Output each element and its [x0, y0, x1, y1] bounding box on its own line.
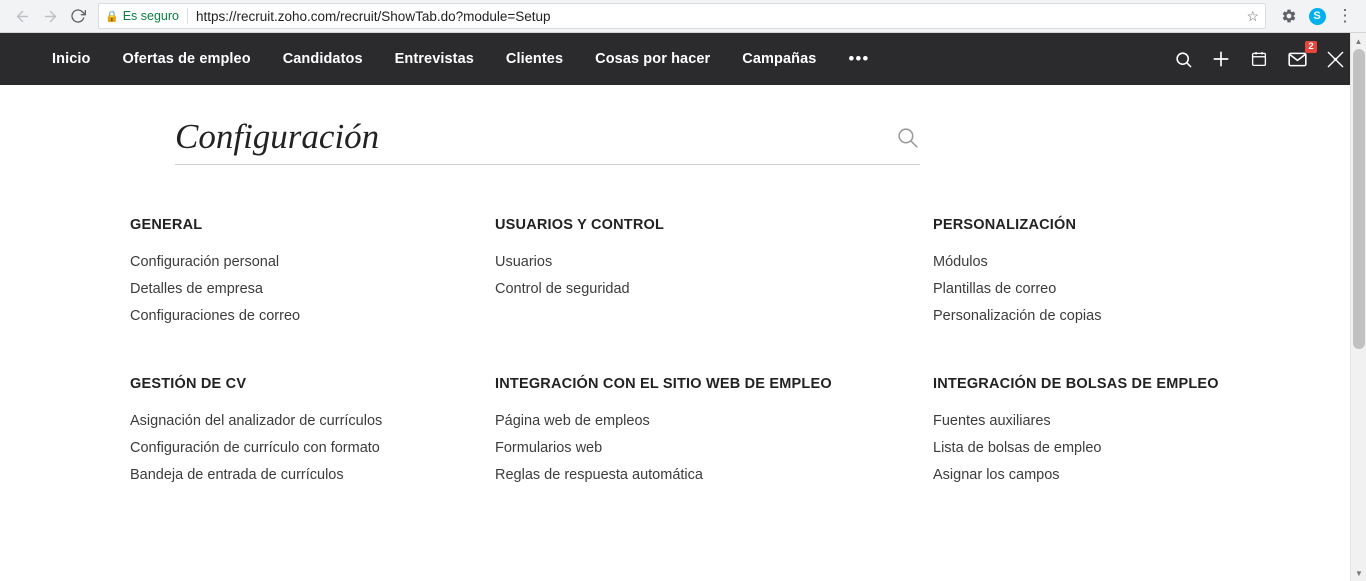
- reload-icon[interactable]: [64, 2, 92, 30]
- section-heading: USUARIOS Y CONTROL: [495, 216, 665, 233]
- security-indicator: [105, 9, 179, 23]
- section-links: [130, 413, 495, 483]
- page-title-row: [175, 118, 920, 165]
- skype-logo: S: [1309, 8, 1326, 25]
- settings-section-usuarios-y-control: [495, 217, 933, 324]
- link-configuracion-personal[interactable]: Configuración personal: [130, 253, 280, 270]
- section-links: [933, 254, 1310, 324]
- skype-icon[interactable]: [1304, 3, 1330, 29]
- settings-section-integracion-sitio-web-empleo: [495, 376, 933, 483]
- calendar-icon[interactable]: [1246, 46, 1272, 72]
- section-heading: INTEGRACIÓN CON EL SITIO WEB DE EMPLEO: [495, 375, 832, 392]
- link-configuracion-de-curriculo-con-formato[interactable]: Configuración de currículo con formato: [130, 439, 380, 456]
- scroll-up-arrow[interactable]: ▲: [1354, 36, 1363, 46]
- tools-icon[interactable]: [1322, 46, 1348, 72]
- link-asignacion-del-analizador-de-curriculos[interactable]: Asignación del analizador de currículos: [130, 412, 383, 429]
- section-heading: GESTIÓN DE CV: [130, 375, 247, 392]
- app-header: [0, 33, 1366, 85]
- link-personalizacion-de-copias[interactable]: Personalización de copias: [933, 307, 1102, 324]
- link-pagina-web-de-empleos[interactable]: Página web de empleos: [495, 412, 650, 429]
- section-links: [130, 254, 495, 324]
- link-bandeja-de-entrada-de-curriculos[interactable]: Bandeja de entrada de currículos: [130, 466, 344, 483]
- section-heading: INTEGRACIÓN DE BOLSAS DE EMPLEO: [933, 375, 1219, 392]
- link-reglas-de-respuesta-automatica[interactable]: Reglas de respuesta automática: [495, 466, 703, 483]
- nav-item-entrevistas[interactable]: Entrevistas: [394, 51, 474, 67]
- search-icon[interactable]: [1170, 46, 1196, 72]
- scroll-thumb[interactable]: [1353, 49, 1365, 349]
- security-label: Es seguro: [122, 9, 179, 23]
- mail-badge: 2: [1305, 41, 1317, 53]
- settings-section-integracion-bolsas-de-empleo: [933, 376, 1310, 483]
- main-navigation: [36, 51, 885, 67]
- section-links: [495, 254, 933, 297]
- section-links: [495, 413, 933, 483]
- scroll-down-arrow[interactable]: ▼: [1355, 568, 1363, 578]
- browser-toolbar: [0, 0, 1366, 33]
- settings-section-general: [130, 217, 495, 324]
- nav-item-cosas-por-hacer[interactable]: Cosas por hacer: [595, 51, 711, 67]
- link-plantillas-de-correo[interactable]: Plantillas de correo: [933, 280, 1057, 297]
- forward-arrow-icon[interactable]: [36, 2, 64, 30]
- search-icon[interactable]: [895, 125, 920, 155]
- back-arrow-icon[interactable]: [8, 2, 36, 30]
- page-body: [0, 85, 1366, 581]
- kebab-menu-icon[interactable]: ⋮: [1336, 6, 1354, 25]
- mail-icon[interactable]: [1284, 41, 1314, 72]
- omnibox-divider: [187, 8, 188, 24]
- gear-icon[interactable]: [1276, 3, 1302, 29]
- star-icon[interactable]: ☆: [1246, 7, 1259, 24]
- section-links: [933, 413, 1310, 483]
- link-usuarios[interactable]: Usuarios: [495, 253, 553, 270]
- nav-item-campanas[interactable]: Campañas: [742, 51, 817, 67]
- link-configuraciones-de-correo[interactable]: Configuraciones de correo: [130, 307, 301, 324]
- url-text: https://recruit.zoho.com/recruit/ShowTab.do?module=Setup: [195, 8, 551, 24]
- section-heading: GENERAL: [130, 216, 203, 233]
- settings-section-personalizacion: [933, 217, 1310, 324]
- address-bar[interactable]: [98, 3, 1266, 29]
- link-lista-de-bolsas-de-empleo[interactable]: Lista de bolsas de empleo: [933, 439, 1102, 456]
- section-heading: PERSONALIZACIÓN: [933, 216, 1077, 233]
- header-actions: [1170, 41, 1348, 72]
- link-detalles-de-empresa[interactable]: Detalles de empresa: [130, 280, 263, 297]
- settings-section-gestion-de-cv: [130, 376, 495, 483]
- link-fuentes-auxiliares[interactable]: Fuentes auxiliares: [933, 412, 1051, 429]
- nav-item-candidatos[interactable]: Candidatos: [282, 51, 363, 67]
- settings-grid: [130, 217, 1310, 483]
- link-control-de-seguridad[interactable]: Control de seguridad: [495, 280, 630, 297]
- page-title: Configuración: [175, 117, 380, 156]
- nav-item-clientes[interactable]: Clientes: [505, 51, 564, 67]
- link-modulos[interactable]: Módulos: [933, 253, 988, 270]
- link-formularios-web[interactable]: Formularios web: [495, 439, 603, 456]
- nav-item-ofertas-de-empleo[interactable]: Ofertas de empleo: [122, 51, 251, 67]
- nav-more-button[interactable]: •••: [848, 49, 870, 68]
- plus-icon[interactable]: [1208, 46, 1234, 72]
- link-asignar-los-campos[interactable]: Asignar los campos: [933, 466, 1060, 483]
- nav-item-inicio[interactable]: Inicio: [52, 51, 91, 67]
- page-scrollbar[interactable]: [1350, 33, 1366, 581]
- lock-icon: 🔒: [105, 10, 119, 23]
